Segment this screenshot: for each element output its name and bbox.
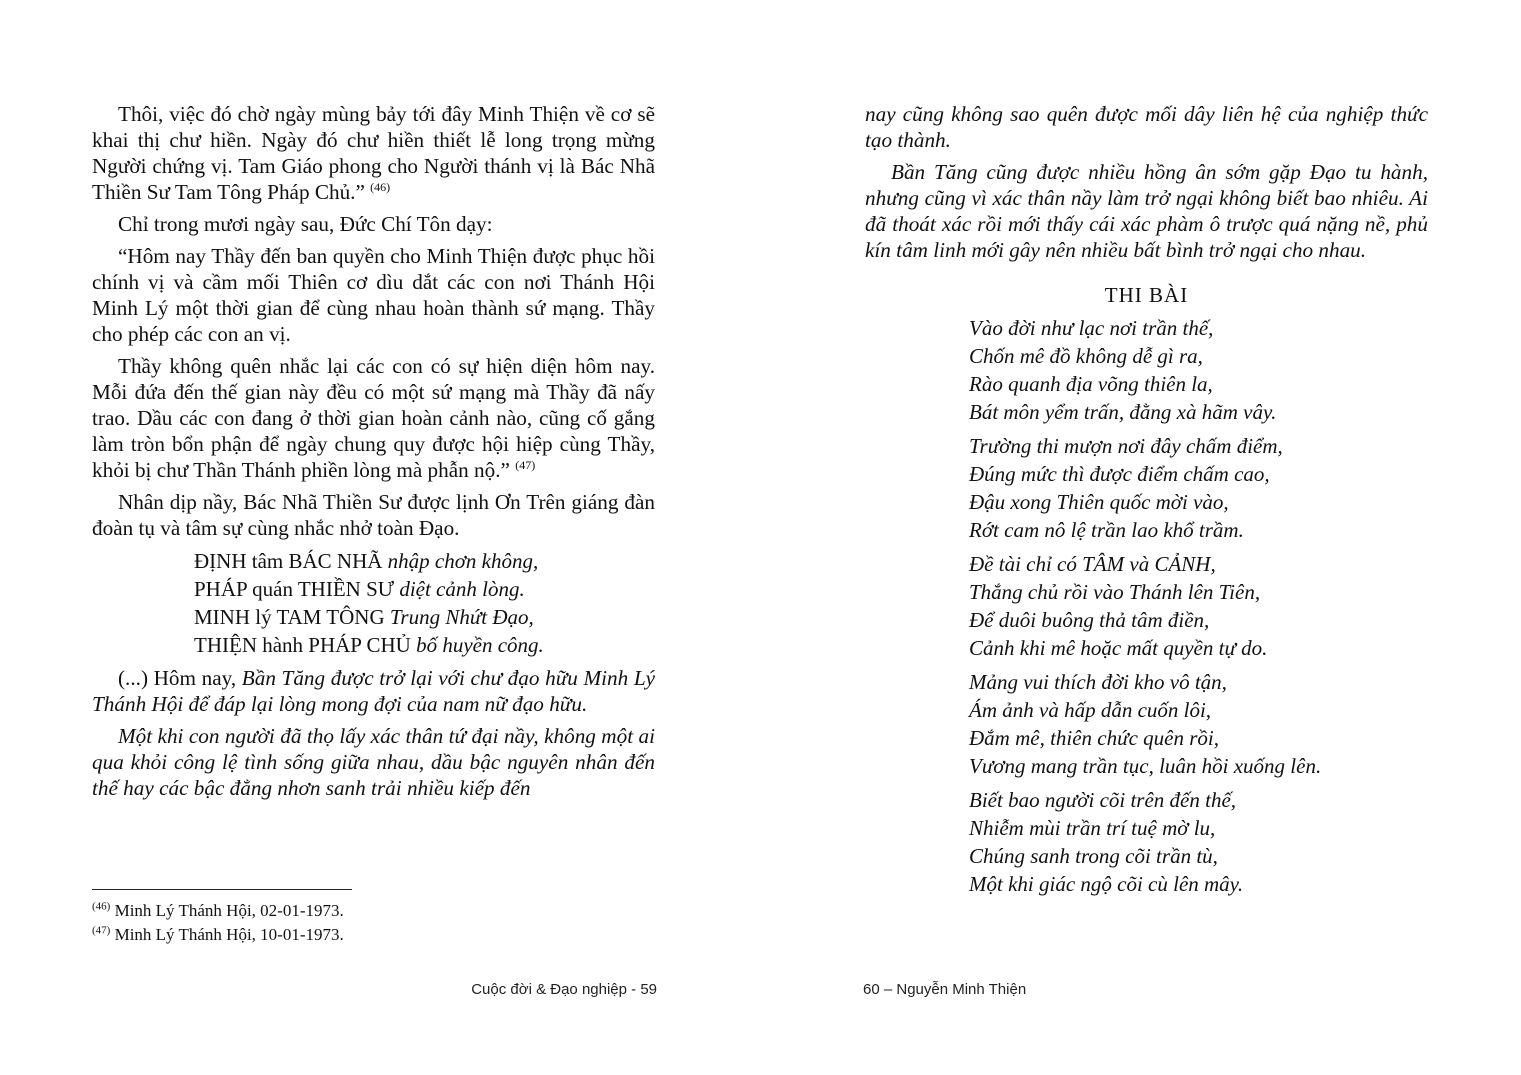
poem-line: Rào quanh địa võng thiên la,	[969, 372, 1213, 396]
paragraph: Bần Tăng cũng được nhiều hồng ân sớm gặp Đạo tu hành, nhưng cũng vì xác thân nầy làm trở ngại không biết bao nhiêu. Ai đã thoát xác rồi mới thấy cái xác phàm ô trược quá nặng nề, phủ kín tâm linh mới gây nên nhiều bất bình trở ngại cho nhau.	[865, 160, 1428, 262]
poem-line: Một khi giác ngộ cõi cù lên mây.	[969, 872, 1244, 896]
poem-line: Cảnh khi mê hoặc mất quyền tự do.	[969, 636, 1268, 660]
poem-line: Thắng chủ rồi vào Thánh lên Tiên,	[969, 580, 1261, 604]
footnote: $^{(46)}$ Minh Lý Thánh Hội, 02-01-1973.	[92, 900, 344, 920]
paragraph: Thầy không quên nhắc lại các con có sự hiện diện hôm nay. Mỗi đứa đến thế gian này đều có một sứ mạng mà Thầy đã nấy trao. Dầu các con đang ở thời gian hoàn cảnh nào, cũng cố gắng làm tròn bổn phận để ngày chung quy được hội hiệp cùng Thầy, khỏi bị chư Thần Thánh phiền lòng mà phẫn nộ.” $^{(47)}$	[92, 354, 655, 482]
paragraph: nay cũng không sao quên được mối dây liên hệ của nghiệp thức tạo thành.	[865, 102, 1428, 152]
poem-line: Đắm mê, thiên chức quên rồi,	[969, 726, 1219, 750]
footnote: $^{(47)}$ Minh Lý Thánh Hội, 10-01-1973.	[92, 924, 344, 944]
poem-title: THI BÀI	[1104, 283, 1189, 307]
footnote-ref: (47)	[515, 457, 536, 472]
poem-line: Trường thi mượn nơi đây chấm điểm,	[969, 434, 1283, 458]
verse-line: THIỆN hành PHÁP CHỦ bố huyền công.	[194, 633, 544, 657]
poem-line: Nhiễm mùi trần trí tuệ mờ lu,	[969, 816, 1216, 840]
left-page	[0, 0, 760, 1075]
poem-line: Chúng sanh trong cõi trần tù,	[969, 844, 1218, 868]
left-text-column	[92, 101, 655, 807]
verse-line: ĐỊNH tâm BÁC NHÃ nhập chơn không,	[194, 549, 539, 573]
poem-line: Rớt cam nô lệ trần lao khổ trầm.	[969, 518, 1244, 542]
paragraph: Một khi con người đã thọ lấy xác thân tứ đại nầy, không một ai qua khỏi công lệ tình sống giữa nhau, dầu bậc nguyên nhân đến thế hay các bậc đẳng nhơn sanh trải nhiều kiếp đến	[92, 724, 655, 800]
poem-line: Đúng mức thì được điểm chấm cao,	[969, 462, 1270, 486]
verse-line: MINH lý TAM TÔNG Trung Nhứt Đạo,	[194, 605, 534, 629]
page-footer: Cuộc đời & Đạo nghiệp - 59	[471, 981, 657, 998]
poem-stanza	[969, 550, 1428, 662]
paragraph: (...) Hôm nay, Bần Tăng được trở lại với chư đạo hữu Minh Lý Thánh Hội để đáp lại lòng mong đợi của nam nữ đạo hữu.	[92, 666, 656, 716]
poem-line: Đậu xong Thiên quốc mời vào,	[969, 490, 1229, 514]
verse-line: PHÁP quán THIỀN SƯ diệt cảnh lòng.	[194, 577, 525, 601]
paragraph: Thôi, việc đó chờ ngày mùng bảy tới đây Minh Thiện về cơ sẽ khai thị chư hiền. Ngày đó chư hiền thiết lễ long trọng mừng Người chứng vị. Tam Giáo phong cho Người thánh vị là Bác Nhã Thiền Sư Tam Tông Pháp Chủ.” $^{(46)}$	[92, 102, 655, 204]
poem-line: Vào đời như lạc nơi trần thế,	[969, 316, 1214, 340]
poem-line: Bát môn yểm trấn, đằng xà hãm vây.	[969, 400, 1277, 424]
poem-line: Ám ảnh và hấp dẫn cuốn lôi,	[969, 698, 1212, 722]
poem-line: Vương mang trần tục, luân hồi xuống lên.	[969, 754, 1322, 778]
paragraph: “Hôm nay Thầy đến ban quyền cho Minh Thiện được phục hồi chính vị và cầm mối Thiên cơ dìu dắt các con nơi Thánh Hội Minh Lý một thời gian để cùng nhau hoàn thành sứ mạng. Thầy cho phép các con an vị.	[92, 244, 655, 346]
footnote-divider	[92, 889, 352, 890]
page-footer: 60 – Nguyễn Minh Thiện	[863, 981, 1027, 998]
poem-stanza	[969, 786, 1428, 898]
poem-line: Biết bao người cõi trên đến thế,	[969, 788, 1237, 812]
poem-stanza	[969, 432, 1428, 544]
footnotes	[92, 899, 652, 947]
right-text-column	[865, 101, 1428, 904]
paragraph: Nhân dịp nầy, Bác Nhã Thiền Sư được lịnh Ơn Trên giáng đàn đoàn tụ và tâm sự cùng nhắc nhở toàn Đạo.	[92, 490, 655, 540]
poem-line: Đề tài chỉ có TÂM và CẢNH,	[969, 552, 1216, 576]
poem-line: Chốn mê đồ không dễ gì ra,	[969, 344, 1203, 368]
poem-stanza	[969, 314, 1428, 426]
poem-stanza	[969, 668, 1428, 780]
footnote-ref: (46)	[370, 179, 391, 194]
right-page	[760, 0, 1521, 1075]
acrostic-verse	[194, 547, 655, 659]
poem-line: Để duôi buông thả tâm điền,	[969, 608, 1210, 632]
poem-line: Mảng vui thích đời kho vô tận,	[969, 670, 1227, 694]
paragraph: Chỉ trong mươi ngày sau, Đức Chí Tôn dạy:	[118, 212, 493, 236]
